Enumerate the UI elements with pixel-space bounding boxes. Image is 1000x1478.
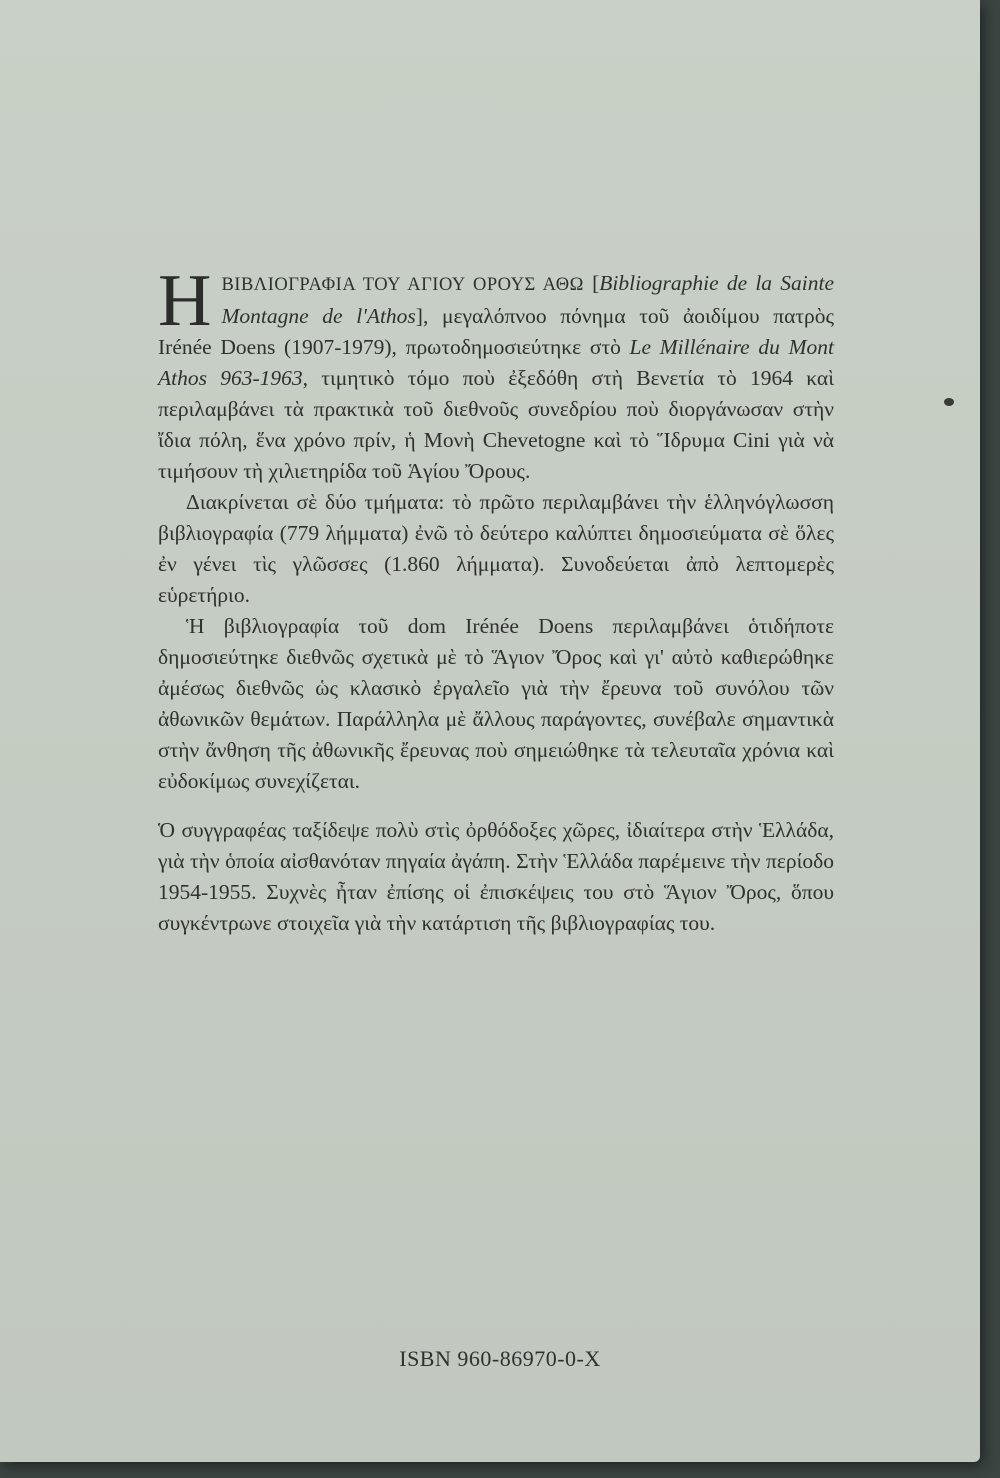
paragraph-1-text-a: ], μεγαλόπνοο πόνημα τοῦ ἀοιδίμου πατρὸς Irénée Doens (1907-1979), πρωτοδημοσιεύτηκε στὸ [158, 304, 835, 359]
author-note [158, 815, 834, 939]
proceedings-title: Le Millénaire du Mont Athos 963-1963 [158, 335, 834, 390]
description-text [158, 260, 835, 797]
bracket-open: [ [583, 271, 600, 295]
isbn-number: ISBN 960-86970-0-X [399, 1346, 601, 1371]
book-title-greek: ΒΙΒΛΙΟΓΡΑΦΙΑ ΤΟΥ ΑΓΙΟΥ ΟΡΟΥΣ ΑΘΩ [221, 275, 584, 295]
description-paragraph-2: Διακρίνεται σὲ δύο τμήματα: τὸ πρῶτο περιλαμβάνει τὴν ἑλληνόγλωσση βιβλιογραφία (779 λήμματα) ἐνῶ τὸ δεύτερο καλύπτει δημοσιεύματα σὲ ὅλες ἐν γένει τὶς γλῶσσες (1.860 λήμματα). Συνοδεύεται ἀπὸ λεπτομερὲς εὑρετήριο. [158, 490, 834, 607]
paper-speck [944, 398, 954, 406]
author-note-paragraph: Ὁ συγγραφέας ταξίδεψε πολὺ στὶς ὀρθόδοξες χῶρες, ἰδιαίτερα στὴν Ἑλλάδα, γιὰ τὴν ὁποία αἰσθανόταν πηγαία ἀγάπη. Στὴν Ἑλλάδα παρέμεινε τὴν περίοδο 1954-1955. Συχνὲς ἦταν ἐπίσης οἱ ἐπισκέψεις του στὸ Ἅγιον Ὄρος, ὅπου συγκέντρωνε στοιχεῖα γιὰ τὴν κατάρτιση τῆς βιβλιογραφίας του. [158, 818, 834, 935]
paragraph-1-text-b: , τιμητικὸ τόμο ποὺ ἐξεδόθη στὴ Βενετία τὸ 1964 καὶ περιλαμβάνει τὰ πρακτικὰ τοῦ διεθνοῦς συνεδρίου ποὺ διοργάνωσαν στὴν ἴδια πόλη, ἕνα χρόνο πρίν, ἡ Μονὴ Chevetogne καὶ τὸ Ἵδρυμα Cini γιὰ νὰ τιμήσουν τὴ χιλιετηρίδα τοῦ Ἁγίου Ὄρους. [158, 366, 834, 483]
description-paragraph-1 [158, 260, 835, 487]
book-title-french: Bibliographie de la Sainte Montagne de l'Athos [221, 271, 834, 328]
drop-cap: Η [158, 260, 212, 342]
description-paragraph-3: Ἡ βιβλιογραφία τοῦ dom Irénée Doens περιλαμβάνει ὁτιδήποτε δημοσιεύτηκε διεθνῶς σχετικὰ μὲ τὸ Ἅγιον Ὄρος καὶ γι' αὐτὸ καθιερώθηκε ἀμέσως διεθνῶς ὡς κλασικὸ ἐργαλεῖο γιὰ τὴν ἔρευνα τοῦ συνόλου τῶν ἀθωνικῶν θεμάτων. Παράλληλα μὲ ἄλλους παράγοντες, συνέβαλε σημαντικὰ στὴν ἄνθηση τῆς ἀθωνικῆς ἔρευνας ποὺ σημειώθηκε τὰ τελευταῖα χρόνια καὶ εὐδοκίμως συνεχίζεται. [158, 614, 834, 793]
